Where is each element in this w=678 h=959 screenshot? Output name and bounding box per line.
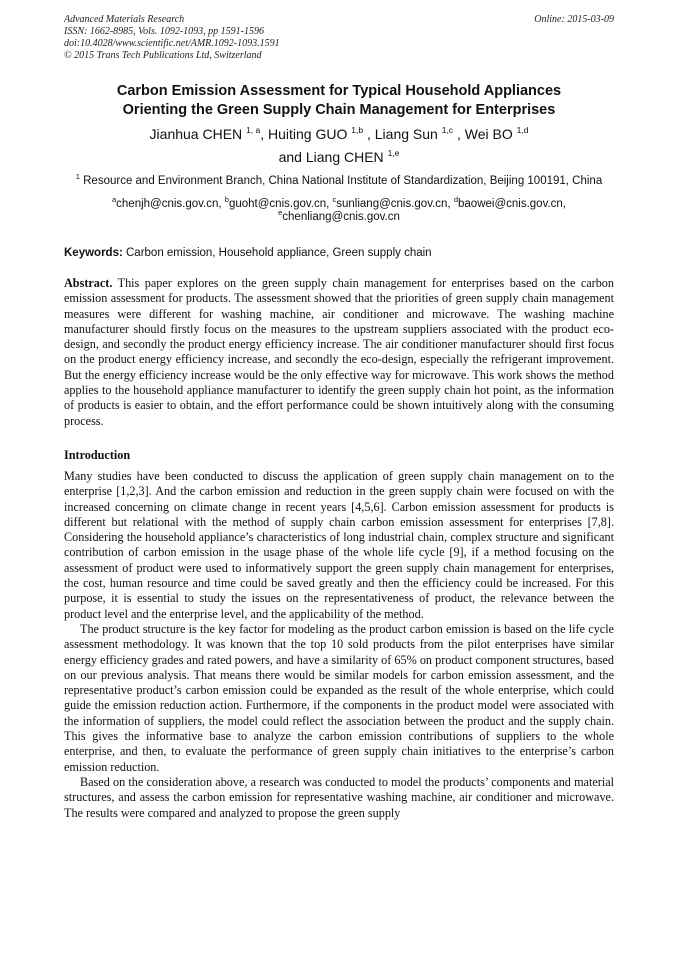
author-affil-mark: 1,e <box>387 148 400 158</box>
email-mark: b <box>224 195 229 204</box>
author-list <box>64 123 614 169</box>
email-mark: e <box>278 208 283 217</box>
author-affil-mark: 1,c <box>441 125 454 135</box>
author-name: Liang Sun <box>374 126 438 142</box>
keywords <box>64 246 614 260</box>
author-affil-mark: 1, a <box>246 125 261 135</box>
paper-title <box>64 82 614 120</box>
doi-line: doi:10.4028/www.scientific.net/AMR.1092-1093.1591 <box>64 38 280 49</box>
affiliation-mark: 1 <box>75 172 80 181</box>
author-and: and <box>278 149 302 165</box>
intro-paragraph-2: The product structure is the key factor for modeling as the product carbon emission is based on the life cycle assessment methodology. It was known that the top 10 sold products from the pilot enterprises have similar energy efficiency grades and rated powers, and have a similarity of 65% on product component structures, based on our previous analysis. That means there would be similar models for carbon emission assessment, and the representative product’s carbon emission could be expanded as the result of the whole enterprise, which could guide the emission reduction action. Furthermore, if the components in the product model were associated with the information of suppliers, the model could reflect the association between the product and the supply chain. This gives the informative base to analyze the carbon emission contributions of suppliers to the whole enterprise, and then, to evaluate the performance of green supply chain initiatives to the enterprise’s carbon emission reduction. <box>64 621 614 774</box>
online-date: Online: 2015-03-09 <box>534 14 614 25</box>
author-name: Huiting GUO <box>268 126 348 142</box>
abstract-label: Abstract. <box>64 276 113 290</box>
author-name: Jianhua CHEN <box>149 126 243 142</box>
email-link[interactable]: sunliang@cnis.gov.cn, <box>336 198 451 210</box>
author-line-2 <box>64 146 614 169</box>
affiliation-text: Resource and Environment Branch, China National Institute of Standardization, Beijing 100191, China <box>83 175 603 187</box>
email-link[interactable]: chenliang@cnis.gov.cn <box>282 211 400 223</box>
title-line-1: Carbon Emission Assessment for Typical Household Appliances <box>116 83 562 99</box>
email-list <box>64 195 614 224</box>
journal-name: Advanced Materials Research <box>64 14 185 25</box>
author-separator: , <box>453 126 465 142</box>
affiliation <box>64 174 614 189</box>
author-name: Wei BO <box>464 126 513 142</box>
journal-header <box>64 14 614 62</box>
email-link[interactable]: chenjh@cnis.gov.cn, <box>116 198 222 210</box>
author-line-1 <box>64 123 614 146</box>
intro-paragraph-1: Many studies have been conducted to discuss the application of green supply chain management on to the enterprise [1,2,3]. And the carbon emission and reduction in the green supply chain were focused on with the increased concerning on climate change in recent years [4,5,6]. Carbon emission assessment for products is different but relational with the method of supply chain carbon emission assessment for enterprises [7,8]. Considering the household appliance’s characteristics of long industrial chain, complex structure and significant contribution of carbon emission in the usage phase of the whole life cycle [9], if a method focusing on the assessment of product were used to informatively support the green supply chain management for enterprises, the cost, human resource and time could be saved greatly and then the efficiency could be increased. For this purpose, it is essential to study the issues on the representativeness of product, the relevance between the product level and the enterprise level, and the applicability of the method. <box>64 468 614 621</box>
author-separator: , <box>260 126 269 142</box>
issn-line: ISSN: 1662-8985, Vols. 1092-1093, pp 1591-1596 <box>64 26 264 37</box>
author-affil-mark: 1,d <box>516 125 529 135</box>
keywords-text: Carbon emission, Household appliance, Green supply chain <box>126 247 432 259</box>
email-link[interactable]: baowei@cnis.gov.cn, <box>458 198 567 210</box>
title-line-2: Orienting the Green Supply Chain Management for Enterprises <box>122 102 556 118</box>
author-affil-mark: 1,b <box>351 125 364 135</box>
email-mark: d <box>453 195 459 204</box>
abstract <box>64 276 614 429</box>
author-name: Liang CHEN <box>305 149 384 165</box>
email-mark: c <box>332 195 337 204</box>
email-link[interactable]: guoht@cnis.gov.cn, <box>228 198 330 210</box>
section-heading-introduction: Introduction <box>64 447 131 462</box>
author-separator: , <box>363 126 375 142</box>
copyright-line: © 2015 Trans Tech Publications Ltd, Switzerland <box>64 50 262 61</box>
email-mark: a <box>111 195 117 204</box>
abstract-text: This paper explores on the green supply chain management for enterprises based on the carbon emission assessment for products. The assessment showed that the priorities of green supply chain management measures were different for washing machine, air conditioner and microwave. The washing machine manufacturer should firstly focus on the measures to the upstream suppliers associated with the product eco-design, and secondly the product energy efficiency increase. The air conditioner manufacturer should first focus on the product energy efficiency increase, and secondly the eco-design, especially the refrigerant improvement. But the energy efficiency increase would be the only effective way for microwave. This work shows the method applies to the household appliance manufacturer to identify the green supply chain hot point, as the information of products is easier to obtain, and the effort performance could be shown intuitively along with the consuming process. <box>64 276 614 428</box>
intro-paragraph-3: Based on the consideration above, a research was conducted to model the products’ components and material structures, and assess the carbon emission for representative washing machine, air conditioner and microwave. The results were compared and analyzed to propose the green supply <box>64 774 614 820</box>
keywords-label: Keywords: <box>64 247 123 259</box>
